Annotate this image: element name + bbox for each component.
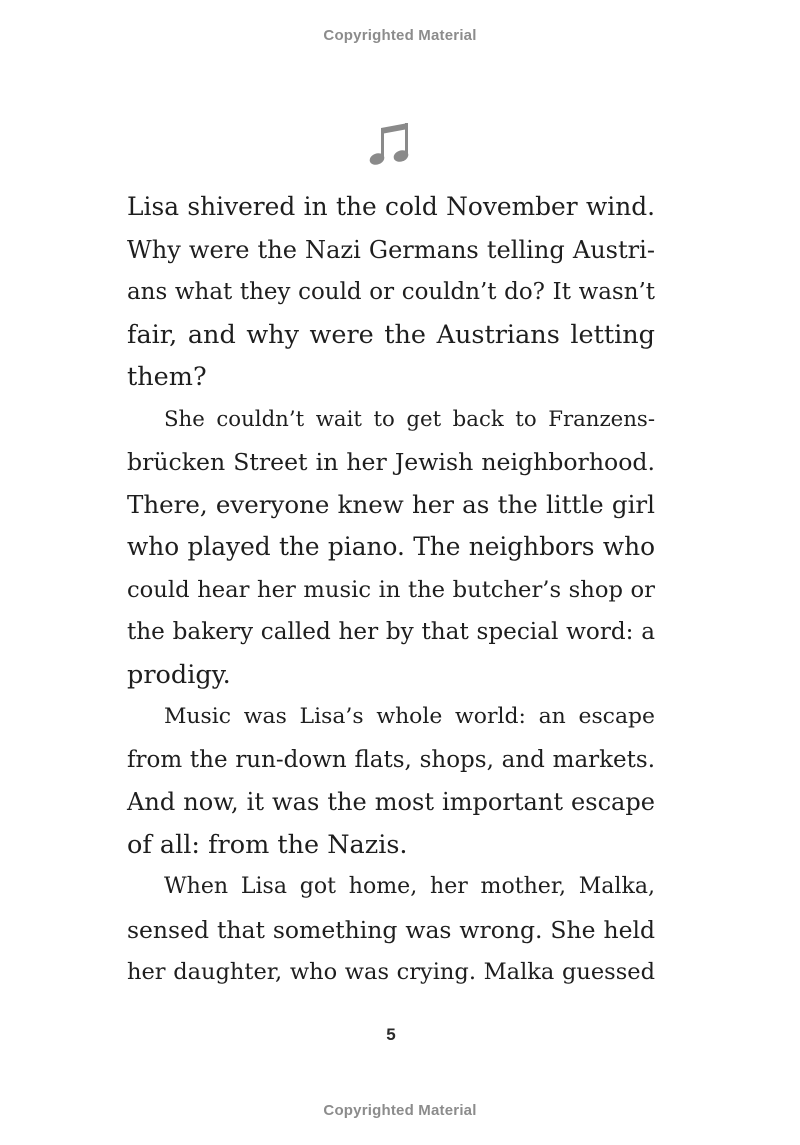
text-line: ans what they could or couldn’t do? It wasn’t — [127, 279, 655, 305]
paragraph — [127, 696, 655, 866]
text-line: Lisa shivered in the cold November wind. — [127, 192, 655, 221]
text-line: the bakery called her by that special word: a — [127, 619, 655, 645]
text-line: them? — [127, 362, 207, 392]
text-line: Why were the Nazi Germans telling Austri- — [127, 235, 655, 264]
text-line: her daughter, who was crying. Malka guessed — [127, 959, 655, 985]
text-line: prodigy. — [127, 659, 231, 690]
paragraph — [127, 186, 655, 399]
paragraph — [127, 399, 655, 697]
text-line: When Lisa got home, her mother, Malka, — [164, 874, 655, 899]
text-line: of all: from the Nazis. — [127, 829, 408, 860]
body-text — [127, 186, 655, 994]
text-line: could hear her music in the butcher’s shop or — [127, 576, 655, 603]
text-line: from the run-down flats, shops, and markets. — [127, 746, 655, 773]
text-line: brücken Street in her Jewish neighborhood. — [127, 448, 655, 476]
page-number: 5 — [386, 1025, 396, 1044]
music-note-icon — [368, 122, 414, 170]
text-line: There, everyone knew her as the little girl — [127, 489, 655, 519]
text-line: She couldn’t wait to get back to Franzens- — [164, 406, 655, 432]
text-line: And now, it was the most important escape — [127, 788, 655, 816]
text-line: who played the piano. The neighbors who — [127, 532, 655, 561]
text-line: fair, and why were the Austrians letting — [127, 319, 655, 350]
copyright-watermark-top: Copyrighted Material — [323, 27, 477, 44]
copyright-watermark-bottom: Copyrighted Material — [323, 1102, 477, 1119]
paragraph — [127, 866, 655, 994]
text-line: sensed that something was wrong. She held — [127, 915, 655, 944]
text-line: Music was Lisa’s whole world: an escape — [164, 704, 655, 729]
